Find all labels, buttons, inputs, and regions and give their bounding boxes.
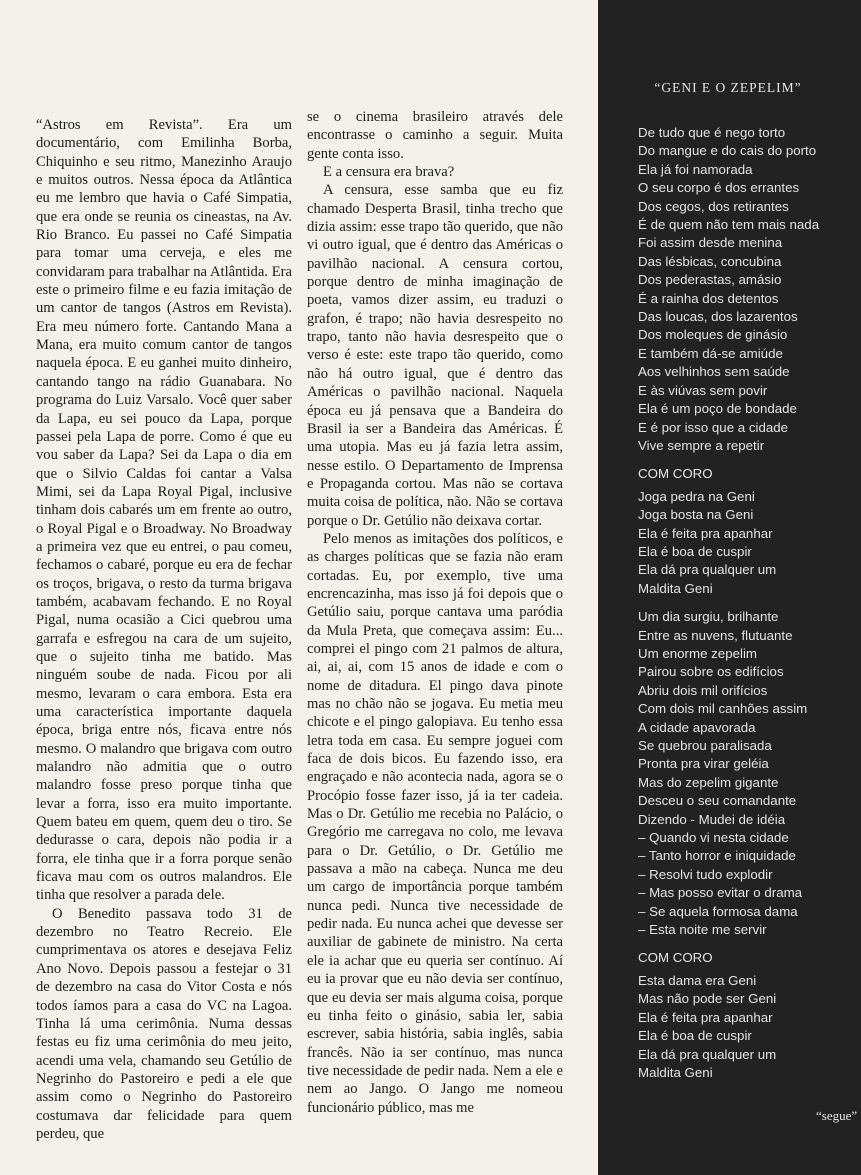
lyric-line: Entre as nuvens, flutuante: [638, 627, 793, 643]
lyric-line: Pairou sobre os edifícios: [638, 664, 784, 680]
lyric-line: Pronta pra virar geléia: [638, 756, 769, 772]
chorus-label: COM CORO: [638, 466, 713, 482]
lyric-line: Foi assim desde menina: [638, 235, 783, 251]
lyric-line: Dos cegos, dos retirantes: [638, 198, 789, 214]
lyric-line: – Tanto horror e iniquidade: [638, 848, 796, 864]
lyric-line: Das lésbicas, concubina: [638, 253, 782, 269]
lyric-line: E também dá-se amiúde: [638, 345, 783, 361]
lyric-line: O seu corpo é dos errantes: [638, 180, 800, 196]
lyric-line: É a rainha dos detentos: [638, 290, 779, 306]
poem-lyrics: [638, 124, 858, 1082]
lyric-line: Dizendo - Mudei de idéia: [638, 811, 786, 827]
lyric-line: Maldita Geni: [638, 1064, 713, 1080]
lyric-line: Mas não pode ser Geni: [638, 991, 777, 1007]
lyric-line: Dos pederastas, amásio: [638, 272, 782, 288]
poem-title: “GENI E O ZEPELIM”: [654, 80, 802, 95]
lyric-line: Se quebrou paralisada: [638, 738, 772, 753]
stanza-1: [638, 124, 858, 455]
lyric-line: Mas do zepelim gigante: [638, 774, 779, 790]
lyric-line: Ela é boa de cuspir: [638, 1028, 752, 1044]
chorus-2: [638, 972, 858, 1082]
question: E a censura era brava?: [323, 164, 455, 181]
lyric-line: – Se aquela formosa dama: [638, 903, 798, 919]
lyric-line: – Resolvi tudo explodir: [638, 866, 773, 882]
lyric-line: Joga pedra na Geni: [638, 488, 755, 504]
lyric-line: Ela é boa de cuspir: [638, 543, 752, 559]
lyric-line: – Mas posso evitar o drama: [638, 885, 803, 901]
paragraph: A censura, esse samba que eu fiz chamado Desperta Brasil, tinha trecho que dizia assim: esse trapo tão querido, que não vi outro igual, que é dentro das Américas o pavilhão nacional. A censura cortou, porque dentro de minha imaginação de poeta, vamos dizer assim, eu traduzi o grafon, é trapo; não havia desrespeito no trapo, tanto não havia desrespeito que o verso é este: este trapo tão querido, como não há outro igual, que é dentro das Américas o pavilhão nacional. Naquela época eu já pensava que a Bandeira do Brasil ia ser a Bandeira das Américas. É uma utopia. Mas eu já fazia letra assim, nesse estilo. O Departamento de Imprensa e Propaganda cortou. Mas não se cortava muita coisa de política, não. Não se cortava porque o Dr. Getúlio não deixava cortar.: [307, 182, 563, 529]
chorus-1: [638, 488, 858, 598]
lyric-line: É de quem não tem mais nada: [638, 217, 820, 233]
lyric-line: Aos velhinhos sem saúde: [638, 364, 790, 380]
paragraph: O Benedito passava todo 31 de dezembro no Teatro Recreio. Ele cumprimentava os atores e desejava Feliz Ano Novo. Depois passou a festejar o 31 de dezembro na casa do Vitor Costa e nós todos íamos para a casa do VC na Lagoa. Tinha lá uma cerimônia. Numa dessas festas eu fiz uma cerimônia do meu jeito, acendi uma vela, chamando seu Getúlio de Negrinho do Pastoreiro e pedi a ele que assim como o Negrinho do Pastoreiro costumava dar felicidade para quem perdeu, que: [36, 905, 292, 1142]
lyric-line: Esta dama era Geni: [638, 972, 757, 988]
lyric-line: Um dia surgiu, brilhante: [638, 609, 779, 625]
continued-marker: “segue”: [816, 1108, 858, 1123]
lyric-line: Das loucas, dos lazarentos: [638, 309, 798, 325]
lyric-line: Maldita Geni: [638, 580, 713, 596]
lyric-line: De tudo que é nego torto: [638, 125, 786, 140]
stanza-2: [638, 608, 858, 939]
lyric-line: Ela dá pra qualquer um: [638, 562, 777, 578]
lyric-line: Dos moleques de ginásio: [638, 327, 788, 343]
paragraph: “Astros em Revista”. Era um documentário, com Emilinha Borba, Chiquinho e seu ritmo, Manezinho Araujo e muitos outros. Nessa época da Atlântica eu me lembro que havia o Café Simpatia, que era onde se reunia os cineastas, na Av. Rio Branco. Eu passei no Café Simpatia para tomar uma cerveja, e eles me convidaram para trabalhar na Atlântida. Era este o primeiro filme e eu fazia imitação de um cantor de tangos (Astros em Revista). Era meu número forte. Cantando Mana a Mana, era muito comum cantor de tangos naquela época. E eu ganhei muito dinheiro, cantando tango na rádio Guanabara. No programa do Luiz Varsalo. Você quer saber da Lapa, eu sei pouco da Lapa, porque passei pela Lapa de porre. Como é que eu vou saber da Lapa? Sei da Lapa o dia em que o Silvio Caldas foi cantar a Valsa Mimi, sei da Lapa Royal Pigal, inclusive tinham dois cabarés um em frente ao outro, o Royal Pigal e o Broadway. No Broadway a primeira vez que eu entrei, o pau comeu, fechamos o cabaré, porque eu era de fechar os troços, brigava, o resto da turma brigava também, acabavam fechando. E no Royal Pigal, numa ocasião a Cici quebrou uma garrafa e esfregou na cara de um sujeito, que o sujeito tinha me batido. Mas ninguém soube de nada. Ficou por ali mesmo, levaram o cara embora. Esta era uma característica importante daquela época, briga entre nós, ficava entre nós mesmo. O malandro que brigava com outro malandro não admitia que o outro malandro fosse preso porque tinha que levar a forra, isso era muito importante. Quem bateu em quem, quem deu o tiro. Se dedurasse o cara, depois não podia ir a forra, ele tinha que ir a forra porque senão ficava mau com os outros malandros. Ele tinha que resolver a parada dele.: [36, 117, 292, 904]
lyric-line: Um enorme zepelim: [638, 645, 757, 661]
lyric-line: A cidade apavorada: [638, 719, 756, 735]
lyric-line: Desceu o seu comandante: [638, 793, 797, 809]
lyric-line: E é por isso que a cidade: [638, 419, 789, 435]
lyric-line: Abriu dois mil orifícios: [638, 682, 768, 698]
lyric-line: Ela é um poço de bondade: [638, 401, 797, 417]
lyric-line: Ela já foi namorada: [638, 161, 753, 177]
interview-column-right: [307, 108, 563, 1117]
interview-column-left: [36, 116, 292, 1143]
lyric-line: Ela é feita pra apanhar: [638, 525, 773, 541]
lyric-line: E às viúvas sem povir: [638, 382, 768, 398]
paragraph: se o cinema brasileiro através dele encontrasse o caminho a seguir. Muita gente conta isso.: [307, 109, 563, 162]
lyric-line: Com dois mil canhões assim: [638, 701, 808, 717]
paragraph: Pelo menos as imitações dos políticos, e as charges políticas que se fazia não eram cortadas. Eu, por exemplo, tive uma encrencazinha, mas isso já foi depois que o Getúlio saiu, porque cantava uma paródia da Mula Preta, que começava assim: Eu... comprei el pingo com 21 palmos de altura, ai, ai, ai, com 15 anos de idade e com o nome de ditadura. El pingo dava pinote mas no chão não se jogava. Eu metia meu chicote e el pingo galopiava. Eu tenho essa letra toda em casa. Eu sempre joguei com faca de dois bicos. Eu fazendo isso, era engraçado e não acontecia nada, agora se o Procópio fosse fazer isso, já ia ter cadeia. Mas o Dr. Getúlio me recebia no Palácio, o Gregório me carregava no colo, me levava para o Dr. Getúlio, o Dr. Getúlio me passava a mão na cabeça. Nunca me deu um cargo de importância porque também nunca pedi. Nunca tive necessidade de pedir nada. Eu nunca achei que devesse ser auxiliar de gabinete de ministro. Na certa ele ia achar que eu queria ser contínuo. Aí eu ia provar que eu não devia ser contínuo, que eu devia ser mais alguma coisa, porque eu tinha feito o ginásio, sabia ler, sabia escrever, sabia história, sabia inglês, sabia francês. Não ia ser contínuo, mas nunca tive necessidade de pedir nada. Nem a ele e nem ao Jango. O Jango me nomeou funcionário público, mas me: [307, 530, 563, 1116]
lyric-line: Joga bosta na Geni: [638, 507, 754, 523]
lyric-line: Do mangue e do cais do porto: [638, 143, 817, 159]
lyric-line: Ela dá pra qualquer um: [638, 1046, 777, 1062]
chorus-label: COM CORO: [638, 950, 713, 966]
lyric-line: – Esta noite me servir: [638, 922, 767, 938]
lyric-line: Vive sempre a repetir: [638, 437, 765, 453]
lyric-line: Ela é feita pra apanhar: [638, 1009, 773, 1025]
lyric-line: – Quando vi nesta cidade: [638, 830, 789, 846]
